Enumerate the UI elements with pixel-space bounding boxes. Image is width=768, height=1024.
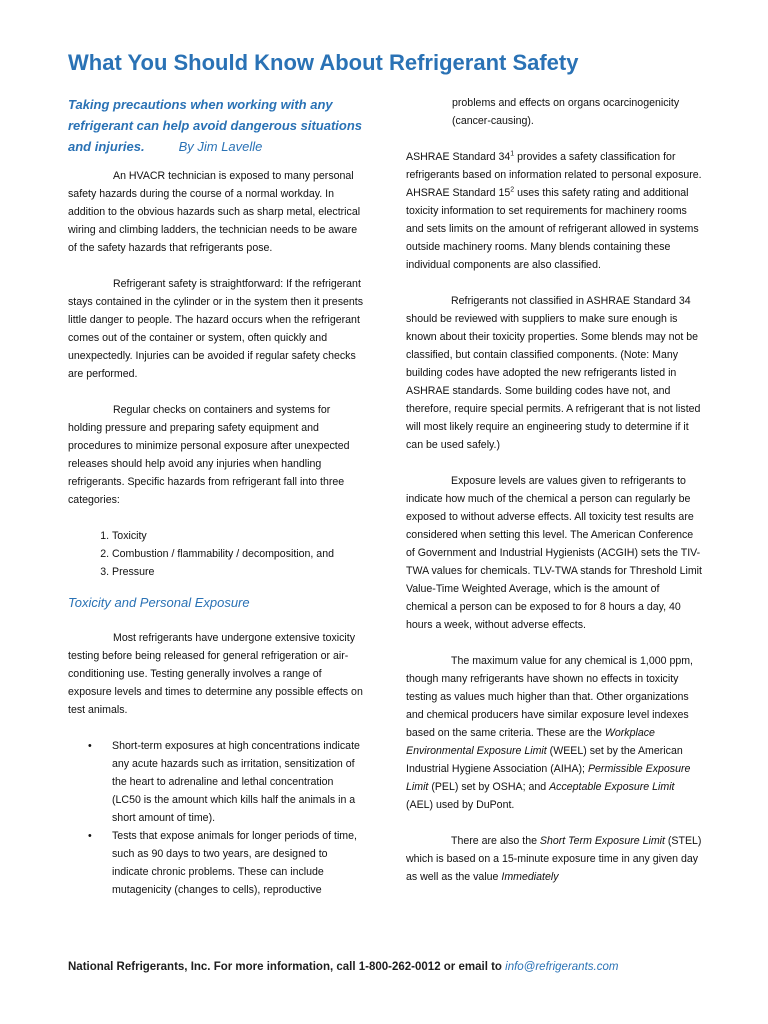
hazard-categories-list — [68, 527, 363, 581]
footnote-marker: 1 — [510, 150, 515, 158]
italic-term: Workplace Environmental Exposure Limit — [406, 727, 655, 757]
paragraph: Refrigerants not classified in ASHRAE Standard 34 should be reviewed with suppliers to make sure enough is known about their toxicity properties. Some blends may not be classified, but contain classified components. (Note: Many building codes have adopted the new refrigerants listed in ASHRAE standards. Some building codes have not, and therefore, require special permits. A refrigerant that is not listed will most likely require an engineering study to determine if it can be used safely.) — [406, 295, 701, 451]
paragraph: An HVACR technician is exposed to many personal safety hazards during the course of a normal workday. In addition to the obvious hazards such as sharp metal, electrical wiring and climbing ladders, the technician needs to be aware of the safety hazards that refrigerants pose. — [68, 170, 361, 254]
footer-text: National Refrigerants, Inc. For more information, call 1-800-262-0012 or email to — [68, 961, 506, 973]
left-column — [68, 94, 363, 899]
text-run: There are also the — [451, 835, 540, 847]
footnote-marker: 2 — [510, 186, 515, 194]
text-run: (WEEL) set by the American Industrial Hygiene Association (AIHA); — [406, 745, 683, 775]
list-item: 1. Toxicity — [112, 527, 363, 545]
email-link[interactable]: info@refrigerants.com — [505, 961, 619, 973]
bullet-text: Short-term exposures at high concentrations indicate any acute hazards such as irritation, sensitization of the heart to adrenaline and lethal concentration (LC50 is the amount which kills half the animals in a short amount of time). — [112, 740, 360, 824]
intro-text — [68, 94, 363, 157]
text-run: (PEL) set by OSHA; and — [428, 781, 550, 793]
paragraph: Exposure levels are values given to refrigerants to indicate how much of the chemical a person can regularly be exposed to without adverse effects. All toxicity test results are considered when setting this level. The American Conference of Government and Industrial Hygienists (ACGIH) sets the TIV-TWA values for chemicals. TLV-TWA stands for Threshold Limit Value-Time Weighted Average, which is the amount of chemical a person can be exposed to for 8 hours a day, 40 hours a week, without adverse effects. — [406, 475, 702, 631]
continued-bullet-text: problems and effects on organs ocarcinogenicity (cancer-causing). — [452, 97, 680, 127]
text-run: (STEL) which is based on a 15-minute exposure time in any given day as well as the value — [406, 835, 702, 883]
list-item: 2. Combustion / flammability / decomposition, and — [112, 545, 363, 563]
text-run: The maximum value for any chemical is 1,000 ppm, though many refrigerants have shown no effects in toxicity testing as values much higher than that. Other organizations and chemical producers have similar exposure level indexes based on the same criteria. These are the — [406, 655, 693, 739]
page-footer — [68, 961, 618, 973]
bullet-list — [68, 737, 363, 899]
text-run: uses this safety rating and additional toxicity information to set requirements for machinery rooms and sets limits on the amount of refrigerant allowed in systems outside machinery rooms. Many blends containing these individual components are also classified. — [406, 187, 699, 271]
intro-lead: Taking precautions when working with any refrigerant can help avoid dangerous situations and injuries. — [68, 97, 363, 154]
list-item — [88, 827, 363, 899]
italic-term: Acceptable Exposure Limit — [549, 781, 675, 793]
text-run: ASHRAE Standard 34 — [406, 151, 511, 163]
right-column — [406, 94, 702, 904]
italic-term: Immediately — [501, 871, 559, 883]
bullet-icon: • — [88, 830, 92, 842]
list-item — [88, 737, 363, 827]
italic-term: Short Term Exposure Limit — [539, 835, 665, 847]
paragraph: Refrigerant safety is straightforward: If the refrigerant stays contained in the cylinder or in the system then it presents little danger to people. The hazard occurs when the refrigerant comes out of the container or system, often quickly and unexpectedly. Injuries can be avoided if regular safety checks are performed. — [68, 278, 364, 380]
italic-term: Permissible Exposure Limit — [406, 763, 691, 793]
paragraph: Regular checks on containers and systems for holding pressure and preparing safety equipment and procedures to minimize personal exposure after unexpected releases should help avoid any injuries when handling refrigerants. Specific hazards from refrigerant fall into three categories: — [68, 404, 350, 506]
paragraph — [406, 652, 702, 814]
text-run: (AEL) used by DuPont. — [406, 799, 515, 811]
page-title: What You Should Know About Refrigerant Safety — [68, 50, 579, 75]
paragraph: Most refrigerants have undergone extensive toxicity testing before being released for general refrigeration or air-conditioning use. Testing generally involves a range of exposure levels and times to determine any possible effects on test animals. — [68, 632, 363, 716]
section-heading: Toxicity and Personal Exposure — [68, 595, 250, 610]
text-run: provides a safety classification for refrigerants based on information related to personal exposure. AHSRAE Standard 15 — [406, 151, 702, 199]
bullet-icon: • — [88, 740, 92, 752]
bullet-text: Tests that expose animals for longer periods of time, such as 90 days to two years, are designed to indicate chronic problems. These can include mutagenicity (changes to cells), reproductive — [112, 830, 357, 896]
paragraph — [406, 148, 702, 274]
paragraph — [406, 832, 702, 886]
byline: By Jim Lavelle — [178, 139, 263, 154]
list-item: 3. Pressure — [112, 563, 363, 581]
